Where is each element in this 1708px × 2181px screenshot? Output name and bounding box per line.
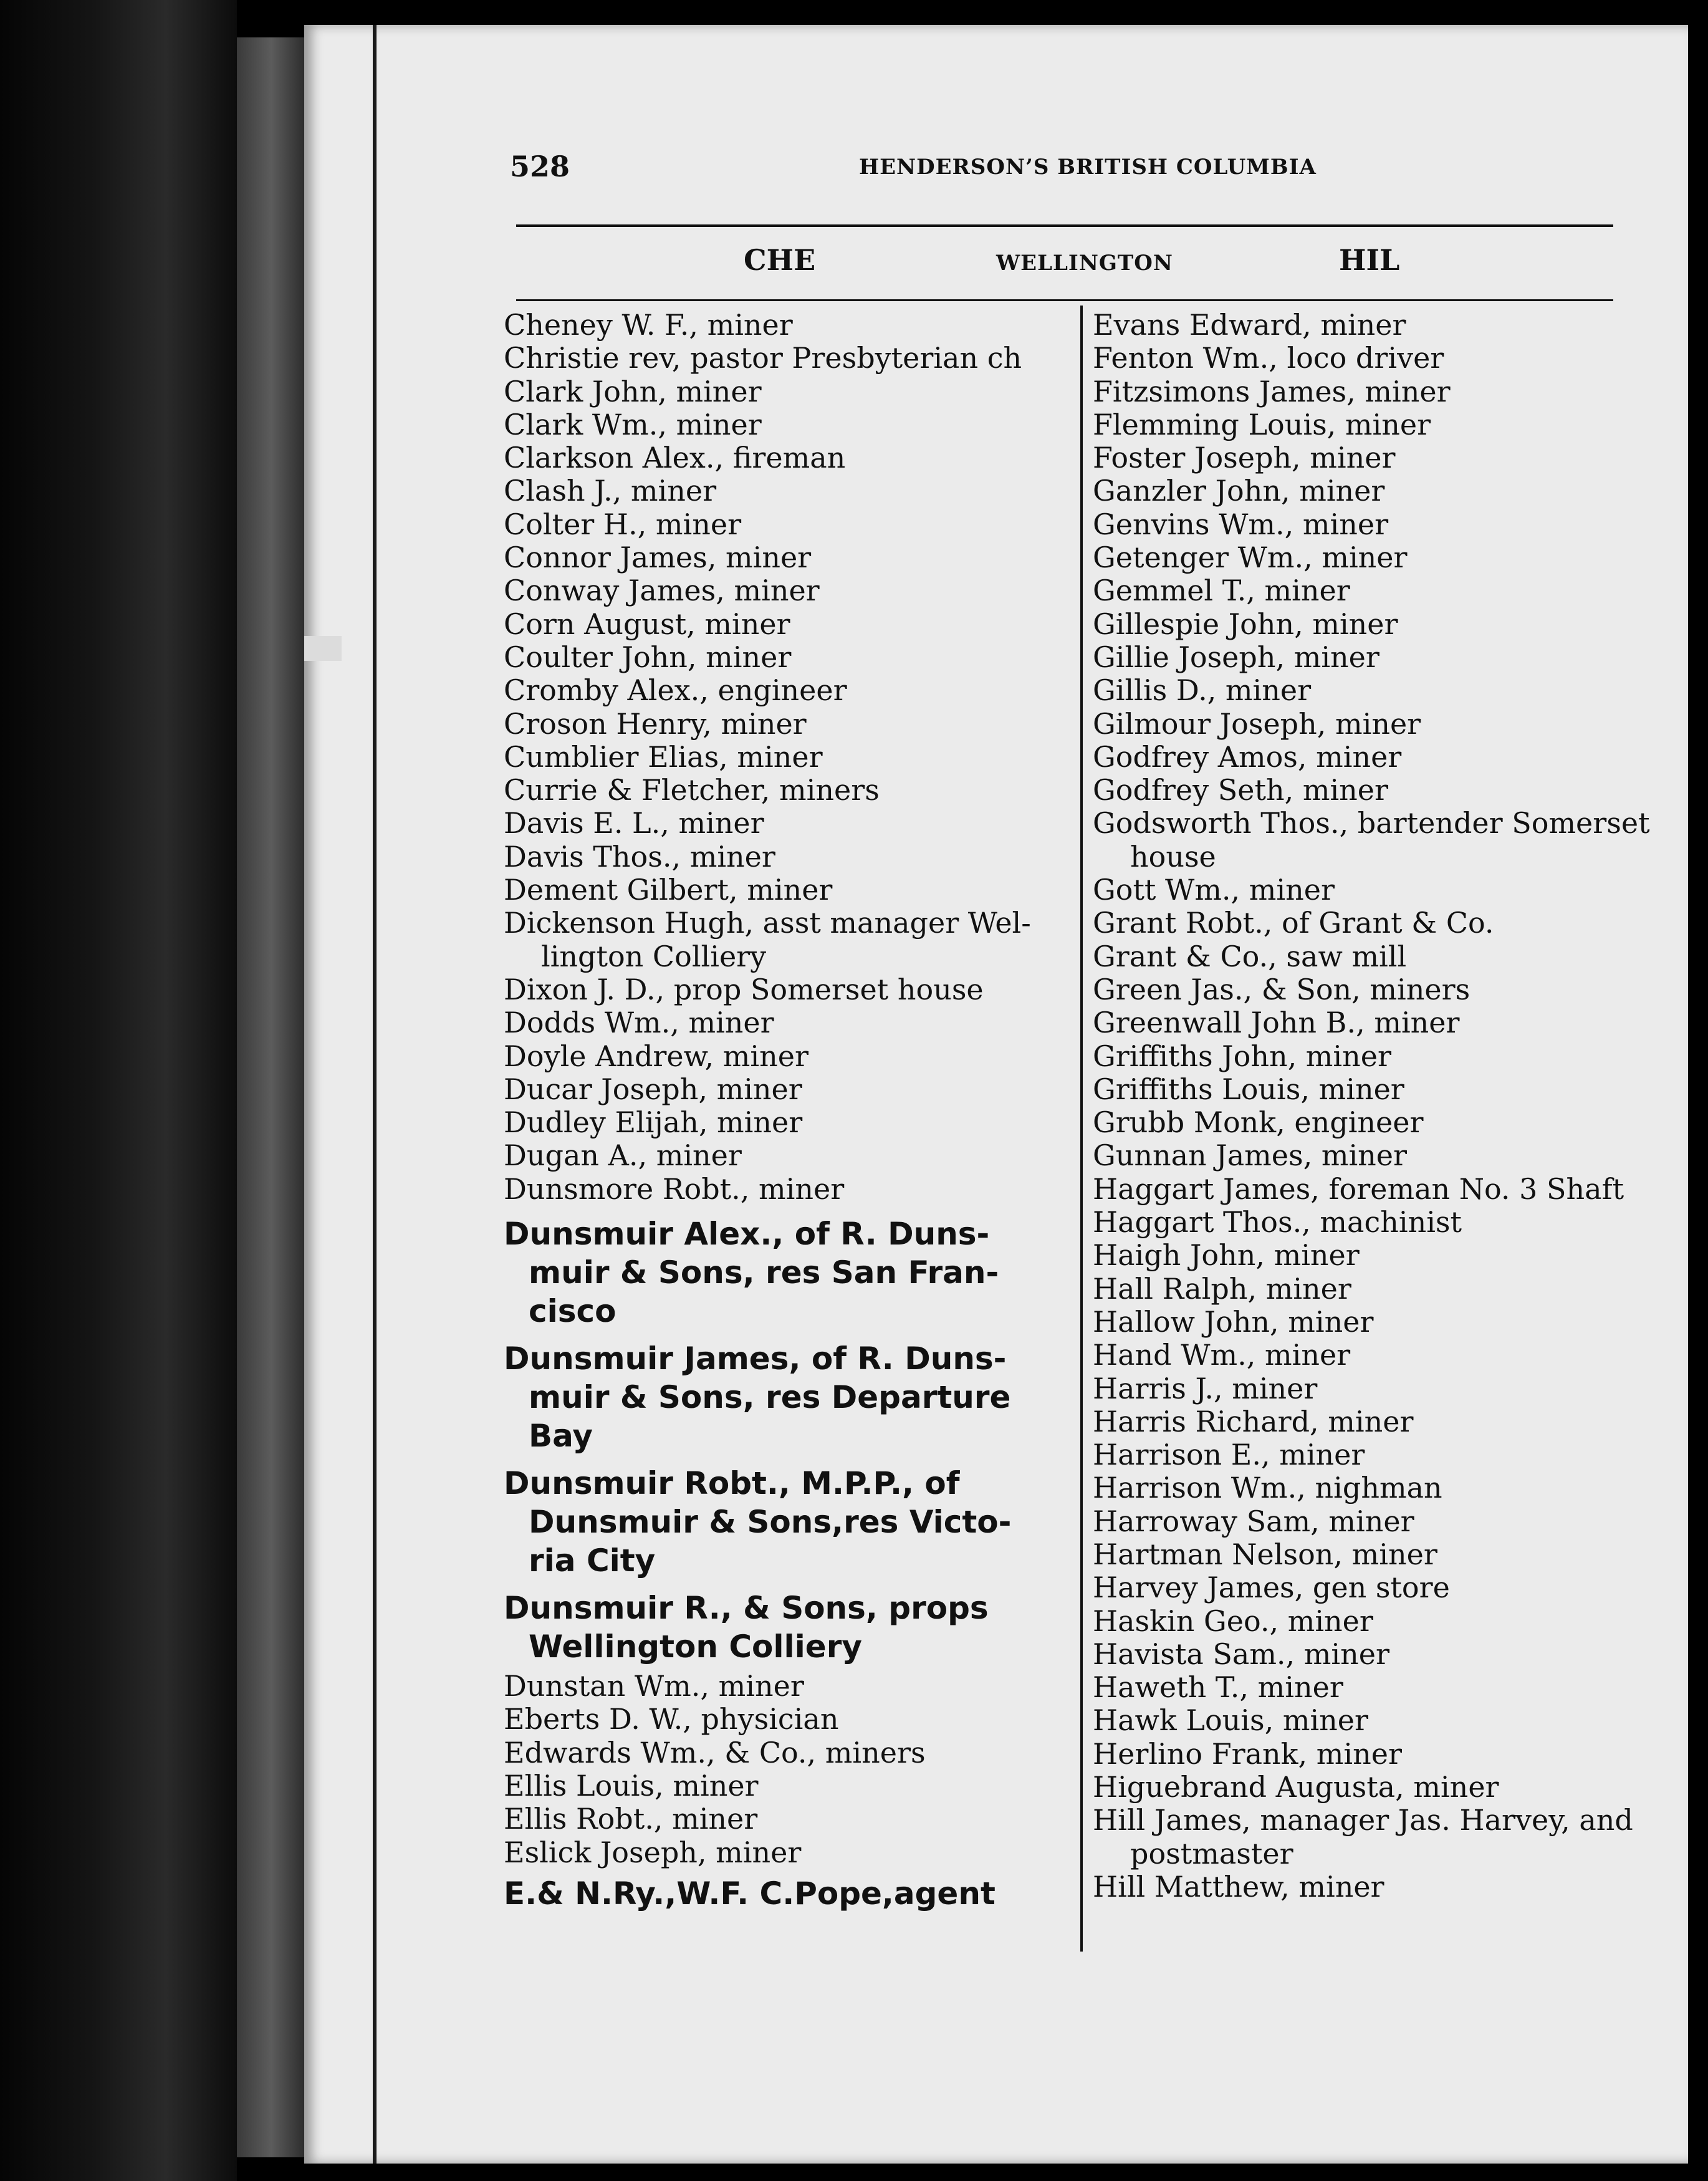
entry-line: Dunsmuir Alex., of R. Duns- (504, 1216, 990, 1253)
list-item: Conway James, miner (504, 574, 820, 608)
list-item-hill-james (1093, 1804, 1679, 1870)
list-item: Corn August, miner (504, 607, 790, 641)
list-item: Genvins Wm., miner (1093, 507, 1389, 541)
entry-continuation: Wellington Colliery (529, 1629, 862, 1665)
list-item: Coulter John, miner (504, 640, 792, 674)
list-item: Dunstan Wm., miner (504, 1669, 804, 1703)
list-item: Clark John, miner (504, 374, 762, 408)
list-item: Haigh John, miner (1093, 1238, 1360, 1273)
entry-line: Dunsmuir Robt., M.P.P., of (504, 1465, 960, 1502)
list-item: Fenton Wm., loco driver (1093, 341, 1444, 375)
paper-tear (304, 636, 342, 661)
list-item: Haskin Geo., miner (1093, 1604, 1373, 1638)
list-item: Hartman Nelson, miner (1093, 1537, 1437, 1571)
entry-line: Dunsmuir James, of R. Duns- (504, 1341, 1007, 1377)
guide-word-right: HIL (1339, 243, 1400, 277)
list-item: Haggart Thos., machinist (1093, 1205, 1462, 1240)
list-item: Colter H., miner (504, 507, 742, 541)
header-rule (516, 224, 1613, 227)
list-item: Ellis Robt., miner (504, 1802, 758, 1836)
list-item: Haggart James, foreman No. 3 Shaft (1093, 1172, 1624, 1206)
list-item: Gilmour Joseph, miner (1093, 706, 1421, 741)
list-item: Greenwall John B., miner (1093, 1006, 1460, 1040)
list-item: Gunnan James, miner (1093, 1139, 1408, 1173)
list-item: Dement Gilbert, miner (504, 873, 833, 907)
page-edge-shadow (237, 37, 305, 2157)
list-item: Griffiths Louis, miner (1093, 1072, 1404, 1106)
running-title: HENDERSON’S BRITISH COLUMBIA (859, 155, 1317, 180)
list-item: Hall Ralph, miner (1093, 1271, 1351, 1306)
list-item: Cromby Alex., engineer (504, 673, 847, 708)
right-column (1093, 309, 1679, 1904)
page-number: 528 (510, 150, 570, 183)
list-item: Godfrey Seth, miner (1093, 773, 1388, 807)
entry-continuation: postmaster (1130, 1836, 1293, 1870)
list-item: Gemmel T., miner (1093, 574, 1350, 608)
list-item: Harris J., miner (1093, 1371, 1318, 1405)
list-item: Gillie Joseph, miner (1093, 640, 1379, 674)
list-item: Ellis Louis, miner (504, 1768, 759, 1803)
list-item: Clarkson Alex., fireman (504, 441, 846, 475)
bold-entry-dunsmuir-robt (504, 1464, 1065, 1580)
list-item: Evans Edward, miner (1093, 308, 1406, 342)
list-item: Eslick Joseph, miner (504, 1835, 802, 1869)
list-item: Harrison Wm., nighman (1093, 1471, 1442, 1505)
list-item: Ganzler John, miner (1093, 474, 1385, 508)
guide-place: WELLINGTON (996, 251, 1173, 276)
list-item: Harrison E., miner (1093, 1438, 1365, 1472)
list-item: Havista Sam., miner (1093, 1637, 1389, 1671)
list-item: Doyle Andrew, miner (504, 1039, 808, 1073)
list-item: Grubb Monk, engineer (1093, 1105, 1424, 1140)
page-header (510, 150, 1619, 200)
list-item: Dixon J. D., prop Somerset house (504, 972, 984, 1006)
list-item-dickenson (504, 907, 1065, 973)
list-item: Hawk Louis, miner (1093, 1703, 1369, 1738)
entry-line: Hill James, manager Jas. Harvey, and (1093, 1803, 1633, 1837)
entry-line: Dickenson Hugh, asst manager Wel- (504, 906, 1031, 940)
bold-entry-dunsmuir-sons (504, 1589, 1065, 1666)
guide-rule (516, 299, 1613, 301)
list-item: Currie & Fletcher, miners (504, 773, 880, 807)
entry-continuation: muir & Sons, res Departure (529, 1379, 1011, 1416)
list-item: Edwards Wm., & Co., miners (504, 1735, 926, 1769)
list-item: Hill Matthew, miner (1093, 1869, 1384, 1904)
list-item: Getenger Wm., miner (1093, 541, 1408, 575)
list-item: Ducar Joseph, miner (504, 1072, 802, 1106)
list-item: Connor James, miner (504, 541, 812, 575)
book-binding (0, 0, 237, 2181)
entry-continuation: Bay (529, 1418, 593, 1455)
list-item: Grant & Co., saw mill (1093, 939, 1407, 973)
list-item: Higuebrand Augusta, miner (1093, 1770, 1499, 1804)
list-item: Dudley Elijah, miner (504, 1105, 803, 1140)
list-item: Harris Richard, miner (1093, 1404, 1414, 1438)
list-item: Cheney W. F., miner (504, 308, 793, 342)
left-column (504, 309, 1065, 1913)
entry-continuation: lington Colliery (541, 939, 767, 973)
list-item: Hallow John, miner (1093, 1304, 1374, 1339)
list-item: Gillis D., miner (1093, 673, 1312, 708)
gutter-line (373, 25, 377, 2164)
list-item: Dunsmore Robt., miner (504, 1172, 845, 1206)
list-item: Davis Thos., miner (504, 839, 775, 874)
list-item-godsworth (1093, 807, 1679, 874)
list-item: Davis E. L., miner (504, 806, 764, 840)
bold-entry-dunsmuir-alex (504, 1215, 1065, 1331)
bold-entry-railway: E.& N.Ry.,W.F. C.Pope,agent (504, 1875, 996, 1912)
list-item: Dugan A., miner (504, 1139, 742, 1173)
list-item: Fitzsimons James, miner (1093, 374, 1451, 408)
entry-line: Godsworth Thos., bartender Somerset (1093, 806, 1650, 840)
list-item: Hand Wm., miner (1093, 1338, 1351, 1372)
column-divider (1080, 306, 1083, 1952)
list-item: Harroway Sam, miner (1093, 1504, 1414, 1538)
list-item: Green Jas., & Son, miners (1093, 972, 1471, 1006)
list-item: Clark Wm., miner (504, 407, 762, 441)
bold-entry-dunsmuir-james (504, 1339, 1065, 1455)
guide-word-left: CHE (744, 243, 816, 277)
list-item: Godfrey Amos, miner (1093, 739, 1402, 774)
list-item: Gott Wm., miner (1093, 873, 1335, 907)
list-item: Harvey James, gen store (1093, 1571, 1450, 1605)
list-item: Christie rev, pastor Presbyterian ch (504, 341, 1022, 375)
list-item: Griffiths John, miner (1093, 1039, 1391, 1073)
list-item: Gillespie John, miner (1093, 607, 1398, 641)
list-item: Grant Robt., of Grant & Co. (1093, 906, 1494, 940)
list-item: Croson Henry, miner (504, 706, 807, 741)
entry-continuation: muir & Sons, res San Fran- (529, 1254, 999, 1291)
entry-line: Dunsmuir R., & Sons, props (504, 1590, 989, 1627)
list-item: Haweth T., miner (1093, 1670, 1343, 1705)
list-item: Foster Joseph, miner (1093, 441, 1396, 475)
entry-continuation: house (1130, 839, 1216, 874)
entry-continuation: ria City (529, 1543, 656, 1579)
list-item: Flemming Louis, miner (1093, 407, 1431, 441)
list-item: Eberts D. W., physician (504, 1702, 839, 1736)
list-item: Clash J., miner (504, 474, 717, 508)
list-item: Herlino Frank, miner (1093, 1736, 1402, 1771)
entry-continuation: cisco (529, 1293, 617, 1330)
list-item: Cumblier Elias, miner (504, 739, 823, 774)
list-item: Dodds Wm., miner (504, 1006, 774, 1040)
entry-continuation: Dunsmuir & Sons,res Victo- (529, 1504, 1012, 1541)
directory-page (304, 25, 1688, 2164)
